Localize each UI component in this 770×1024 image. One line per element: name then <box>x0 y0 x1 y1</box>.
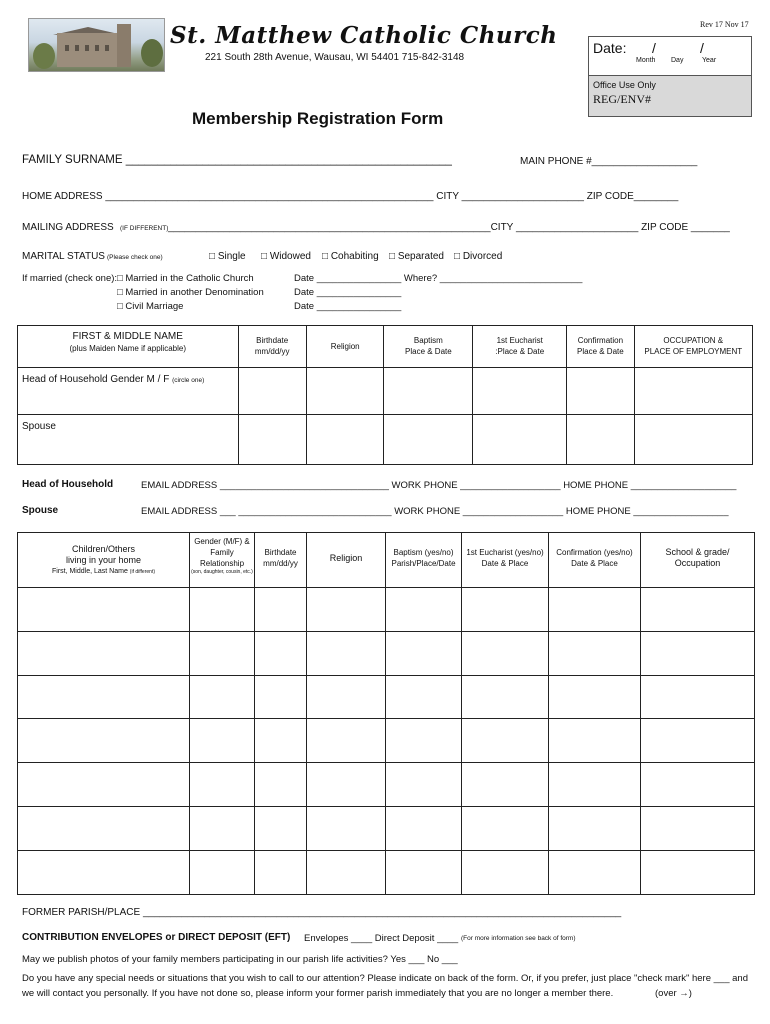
table-cell[interactable] <box>641 631 755 675</box>
table-cell[interactable] <box>190 806 255 850</box>
head-of-household-label: Head of Household Gender M / F <box>22 374 170 385</box>
header-occupation-title: OCCUPATION & <box>663 336 724 345</box>
date-separator: / <box>652 40 656 56</box>
header-confirmation <box>549 533 641 588</box>
table-cell[interactable] <box>386 675 462 719</box>
table-cell[interactable] <box>255 719 307 763</box>
marital-status-label: MARITAL STATUS <box>22 251 105 262</box>
header-eucharist-title: 1st Eucharist (yes/no) <box>466 548 544 557</box>
table-cell[interactable] <box>238 368 306 415</box>
header-birthdate-format: mm/dd/yy <box>263 559 298 568</box>
table-cell[interactable] <box>549 763 641 807</box>
spouse-label: Spouse <box>22 421 56 432</box>
table-cell[interactable] <box>549 806 641 850</box>
table-cell[interactable] <box>255 850 307 894</box>
header-religion <box>306 326 384 368</box>
table-cell[interactable] <box>641 675 755 719</box>
header-baptism-sub: Parish/Place/Date <box>391 559 456 568</box>
mailing-address-field[interactable]: __________________________________________________________CITY ______________________ ZIP CODE _______ <box>168 222 730 233</box>
header-school-sub: Occupation <box>674 558 721 568</box>
header-school-title: School & grade/ <box>665 547 730 557</box>
header-children-sub: living in your home <box>65 555 142 565</box>
date-separator: / <box>700 40 704 56</box>
header-gender-note: (son, daughter, cousin, etc.) <box>191 569 253 575</box>
table-cell[interactable] <box>641 719 755 763</box>
header-children-names: First, Middle, Last Name <box>51 568 128 575</box>
header-birthdate-title: Birthdate <box>264 548 297 557</box>
table-cell[interactable] <box>255 631 307 675</box>
contribution-options[interactable]: Envelopes ____ Direct Deposit ____ <box>304 933 459 944</box>
table-cell[interactable] <box>307 588 386 632</box>
table-cell[interactable] <box>634 368 752 415</box>
table-cell[interactable] <box>255 763 307 807</box>
table-cell[interactable] <box>384 368 473 415</box>
table-cell[interactable] <box>18 719 190 763</box>
contact-head-fields[interactable]: EMAIL ADDRESS ________________________________ WORK PHONE ___________________ HOME PHONE ____________________ <box>141 480 737 491</box>
revision-label: Rev 17 Nov 17 <box>700 20 749 29</box>
header-school <box>641 533 755 588</box>
year-label: Year <box>702 57 717 64</box>
option-cohabiting[interactable]: □ Cohabiting <box>322 251 379 262</box>
table-cell[interactable] <box>18 588 190 632</box>
table-cell[interactable] <box>462 719 549 763</box>
table-cell[interactable] <box>386 850 462 894</box>
header-eucharist-sub: Date & Place <box>481 559 529 568</box>
table-cell[interactable] <box>306 368 384 415</box>
table-cell[interactable] <box>18 806 190 850</box>
header-gender <box>190 533 255 588</box>
circle-one-note: (circle one) <box>172 377 205 384</box>
table-cell[interactable] <box>238 415 306 465</box>
if-married-label: If married (check one): <box>22 273 118 284</box>
over-indicator: (over →) <box>655 988 692 999</box>
table-cell[interactable] <box>386 763 462 807</box>
table-cell[interactable] <box>190 763 255 807</box>
marital-note: (Please check one) <box>107 254 163 261</box>
mailing-address-label: MAILING ADDRESS <box>22 222 114 233</box>
table-cell[interactable] <box>386 719 462 763</box>
table-row <box>18 675 755 719</box>
header-confirmation-title: Confirmation <box>577 336 624 345</box>
table-cell[interactable] <box>549 588 641 632</box>
table-cell[interactable] <box>462 806 549 850</box>
head-of-household-cell[interactable] <box>18 368 239 415</box>
married-date-where-field[interactable]: Date ________________ Where? ___________________________ <box>294 273 583 284</box>
table-cell[interactable] <box>190 588 255 632</box>
table-cell[interactable] <box>462 675 549 719</box>
family-surname-field[interactable]: FAMILY SURNAME ___________________________________________________ <box>22 154 452 166</box>
option-civil-marriage[interactable]: □ Civil Marriage <box>117 301 184 312</box>
table-cell[interactable] <box>386 631 462 675</box>
church-photo <box>28 18 165 72</box>
header-gender-title: Gender (M/F) & <box>194 537 250 546</box>
header-children-title: Children/Others <box>71 544 136 554</box>
table-cell[interactable] <box>255 588 307 632</box>
table-row <box>18 806 755 850</box>
office-use-label: Office Use Only <box>593 80 656 90</box>
married-date-field[interactable]: Date ________________ <box>294 287 402 298</box>
church-name: St. Matthew Catholic Church <box>170 22 558 49</box>
special-needs-text-2: we will contact you personally. If you have not done so, please inform your former parish immediately that you are no longer a member there. <box>22 988 614 999</box>
header-occupation <box>634 326 752 368</box>
table-cell[interactable] <box>255 806 307 850</box>
table-cell[interactable] <box>549 675 641 719</box>
table-cell[interactable] <box>462 588 549 632</box>
header-eucharist <box>462 533 549 588</box>
table-row <box>18 631 755 675</box>
table-cell[interactable] <box>473 368 567 415</box>
table-cell[interactable] <box>641 806 755 850</box>
table-cell[interactable] <box>255 675 307 719</box>
option-separated[interactable]: □ Separated <box>389 251 444 262</box>
header-eucharist-title: 1st Eucharist <box>496 336 543 345</box>
day-label: Day <box>671 57 684 64</box>
table-cell[interactable] <box>190 631 255 675</box>
table-cell[interactable] <box>190 675 255 719</box>
table-cell[interactable] <box>386 806 462 850</box>
header-gender-family: Family <box>210 548 234 557</box>
header-religion <box>307 533 386 588</box>
form-title: Membership Registration Form <box>192 109 444 128</box>
table-row <box>18 763 755 807</box>
table-cell[interactable] <box>549 631 641 675</box>
table-cell[interactable] <box>307 719 386 763</box>
header-baptism-title: Baptism <box>413 336 443 345</box>
table-cell[interactable] <box>567 368 634 415</box>
header-birthdate-format: mm/dd/yy <box>254 347 290 356</box>
table-row <box>18 850 755 894</box>
table-cell[interactable] <box>307 763 386 807</box>
option-married-catholic[interactable]: □ Married in the Catholic Church <box>117 273 254 284</box>
table-cell[interactable] <box>462 631 549 675</box>
header-confirmation-sub: Place & Date <box>577 347 624 356</box>
header-children <box>18 533 190 588</box>
contribution-note: (For more information see back of form) <box>461 935 576 942</box>
header-name-title: FIRST & MIDDLE NAME <box>72 331 183 342</box>
former-parish-field[interactable]: FORMER PARISH/PLACE ______________________________________________________________________________________ <box>22 907 622 918</box>
table-cell[interactable] <box>307 806 386 850</box>
header-baptism-sub: Place & Date <box>405 347 452 356</box>
option-widowed[interactable]: □ Widowed <box>261 251 311 262</box>
table-cell[interactable] <box>549 719 641 763</box>
header-birthdate-title: Birthdate <box>256 336 289 345</box>
header-gender-relationship: Relationship <box>199 559 245 568</box>
header-children-note: (if different) <box>129 569 155 575</box>
table-cell[interactable] <box>307 850 386 894</box>
header-name <box>18 326 239 368</box>
table-cell[interactable] <box>18 675 190 719</box>
table-cell[interactable] <box>306 415 384 465</box>
table-cell[interactable] <box>386 588 462 632</box>
header-name-sub: (plus Maiden Name if applicable) <box>69 344 186 353</box>
header-eucharist-sub: :Place & Date <box>495 347 545 356</box>
contact-spouse-fields[interactable]: EMAIL ADDRESS ___ _____________________________ WORK PHONE ___________________ HOME PHONE __________________ <box>141 506 729 517</box>
children-table <box>17 532 755 895</box>
married-date-field[interactable]: Date ________________ <box>294 301 402 312</box>
table-cell[interactable] <box>190 719 255 763</box>
table-cell[interactable] <box>641 588 755 632</box>
table-cell[interactable] <box>18 763 190 807</box>
header-religion-title: Religion <box>329 553 363 563</box>
table-cell[interactable] <box>190 850 255 894</box>
table-cell[interactable] <box>307 675 386 719</box>
table-cell[interactable] <box>634 415 752 465</box>
date-label: Date: <box>593 40 627 56</box>
header-birthdate <box>255 533 307 588</box>
option-married-other[interactable]: □ Married in another Denomination <box>117 287 264 298</box>
church-address: 221 South 28th Avenue, Wausau, WI 54401 715-842-3148 <box>205 52 465 63</box>
table-cell[interactable] <box>384 415 473 465</box>
table-cell[interactable] <box>641 763 755 807</box>
header-baptism <box>384 326 473 368</box>
table-cell[interactable] <box>462 763 549 807</box>
contact-head-label: Head of Household <box>22 479 114 490</box>
main-phone-field[interactable]: MAIN PHONE #___________________ <box>520 156 698 167</box>
header-confirmation-title: Confirmation (yes/no) <box>556 548 633 557</box>
table-cell[interactable] <box>549 850 641 894</box>
table-cell[interactable] <box>18 631 190 675</box>
header-baptism <box>386 533 462 588</box>
header-eucharist <box>473 326 567 368</box>
month-label: Month <box>636 57 656 64</box>
header-baptism-title: Baptism (yes/no) <box>393 548 454 557</box>
reg-env-label: REG/ENV# <box>593 92 651 106</box>
table-cell[interactable] <box>307 631 386 675</box>
contribution-label: CONTRIBUTION ENVELOPES or DIRECT DEPOSIT (EFT) <box>22 932 291 943</box>
table-cell[interactable] <box>473 415 567 465</box>
mailing-note: (IF DIFFERENT) <box>120 225 169 232</box>
header-religion-title: Religion <box>330 342 360 351</box>
table-row <box>18 588 755 632</box>
table-cell[interactable] <box>462 850 549 894</box>
special-needs-text-1[interactable]: Do you have any special needs or situations that you wish to call to our attention? Please indicate on back of the form. Or, if you prefer, just place "check mark" here ___ and <box>22 973 748 984</box>
spouse-cell[interactable] <box>18 415 239 465</box>
contact-spouse-label: Spouse <box>22 505 59 516</box>
table-cell[interactable] <box>641 850 755 894</box>
header-confirmation-sub: Date & Place <box>571 559 618 568</box>
adult-table <box>17 325 753 465</box>
header-birthdate <box>238 326 306 368</box>
table-row <box>18 719 755 763</box>
home-address-field[interactable]: HOME ADDRESS ___________________________________________________________ CITY ______________________ ZIP CODE________ <box>22 191 679 202</box>
table-cell[interactable] <box>567 415 634 465</box>
header-confirmation <box>567 326 634 368</box>
option-divorced[interactable]: □ Divorced <box>454 251 503 262</box>
header-occupation-sub: PLACE OF EMPLOYMENT <box>644 347 743 356</box>
table-row <box>18 415 753 465</box>
photo-consent-question[interactable]: May we publish photos of your family members participating in our parish life activities? Yes ___ No ___ <box>22 954 458 965</box>
table-cell[interactable] <box>18 850 190 894</box>
option-single[interactable]: □ Single <box>209 251 246 262</box>
table-row <box>18 368 753 415</box>
